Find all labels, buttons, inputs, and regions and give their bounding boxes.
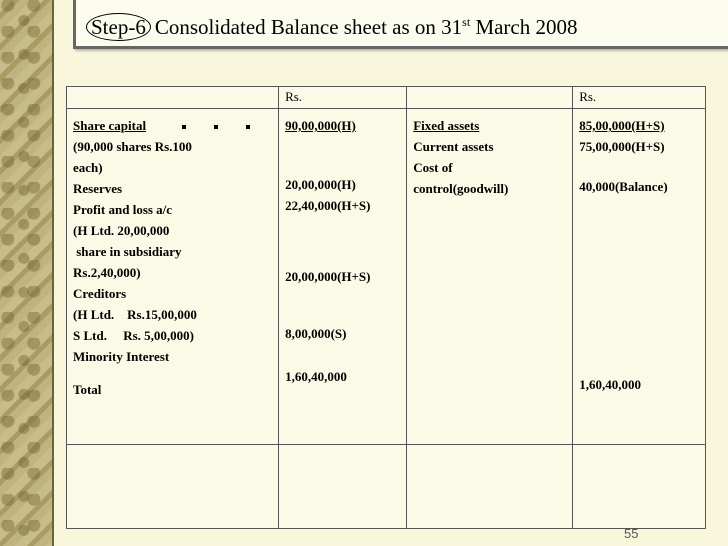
liability-line: Rs.2,40,000) <box>73 265 141 280</box>
header-cell: Rs. <box>573 87 706 109</box>
bullet-dots <box>182 115 278 136</box>
liabilities-cell <box>67 109 279 445</box>
liability-line: each) <box>73 160 103 175</box>
liability-line: Reserves <box>73 181 123 196</box>
empty-cell <box>67 445 279 529</box>
table-empty-row <box>67 445 706 529</box>
liability-line: (H Ltd. Rs.15,00,000 <box>73 307 197 322</box>
table-body-row <box>67 109 706 445</box>
header-cell <box>67 87 279 109</box>
asset-amounts-cell <box>573 109 706 445</box>
empty-cell <box>573 445 706 529</box>
liability-line: share in subsidiary <box>73 244 182 259</box>
asset-amount-line: 40,000(Balance) <box>579 179 668 194</box>
amount-line: 1,60,40,000 <box>285 369 347 384</box>
empty-cell <box>407 445 573 529</box>
liability-line: (90,000 shares Rs.100 <box>73 139 192 154</box>
asset-line: Fixed assets <box>413 118 480 133</box>
slide-title <box>86 9 578 41</box>
amount-line: 8,00,000(S) <box>285 326 347 341</box>
liability-line: Creditors <box>73 286 127 301</box>
asset-amount-line: 75,00,000(H+S) <box>579 139 665 154</box>
asset-amount-line: 85,00,000(H+S) <box>579 118 665 133</box>
liability-line: (H Ltd. 20,00,000 <box>73 223 170 238</box>
side-divider-line <box>52 0 54 546</box>
amount-line: 20,00,000(H) <box>285 177 356 192</box>
step-label: Step-6 <box>86 13 151 41</box>
asset-amount-line <box>579 157 705 176</box>
liability-line: Profit and loss a/c <box>73 202 173 217</box>
page-number: 55 <box>624 526 639 541</box>
liability-line: Total <box>73 382 102 397</box>
amount-line: 20,00,000(H+S) <box>285 269 371 284</box>
assets-cell <box>407 109 573 445</box>
amount-line: 22,40,000(H+S) <box>285 198 371 213</box>
amount-line: 90,00,000(H) <box>285 118 356 133</box>
liability-line: Minority Interest <box>73 349 170 364</box>
asset-line: Cost of <box>413 160 453 175</box>
asset-amount-line: 1,60,40,000 <box>579 377 641 392</box>
header-cell <box>407 87 573 109</box>
table-header-row <box>67 87 706 109</box>
title-superscript: st <box>462 15 471 29</box>
title-end: March 2008 <box>475 15 578 39</box>
liability-amounts-cell <box>279 109 407 445</box>
balance-sheet-table <box>66 86 706 529</box>
asset-line: control(goodwill) <box>413 181 509 196</box>
liability-line: Share capital <box>73 115 278 136</box>
asset-line: Current assets <box>413 139 494 154</box>
amount-line <box>285 157 406 174</box>
header-cell: Rs. <box>279 87 407 109</box>
empty-cell <box>279 445 407 529</box>
liability-line: S Ltd. Rs. 5,00,000) <box>73 328 194 343</box>
title-main: Consolidated Balance sheet as on 31 <box>154 15 463 39</box>
title-box <box>73 0 728 49</box>
decorative-side-strip <box>0 0 52 546</box>
liability-line <box>73 367 278 379</box>
